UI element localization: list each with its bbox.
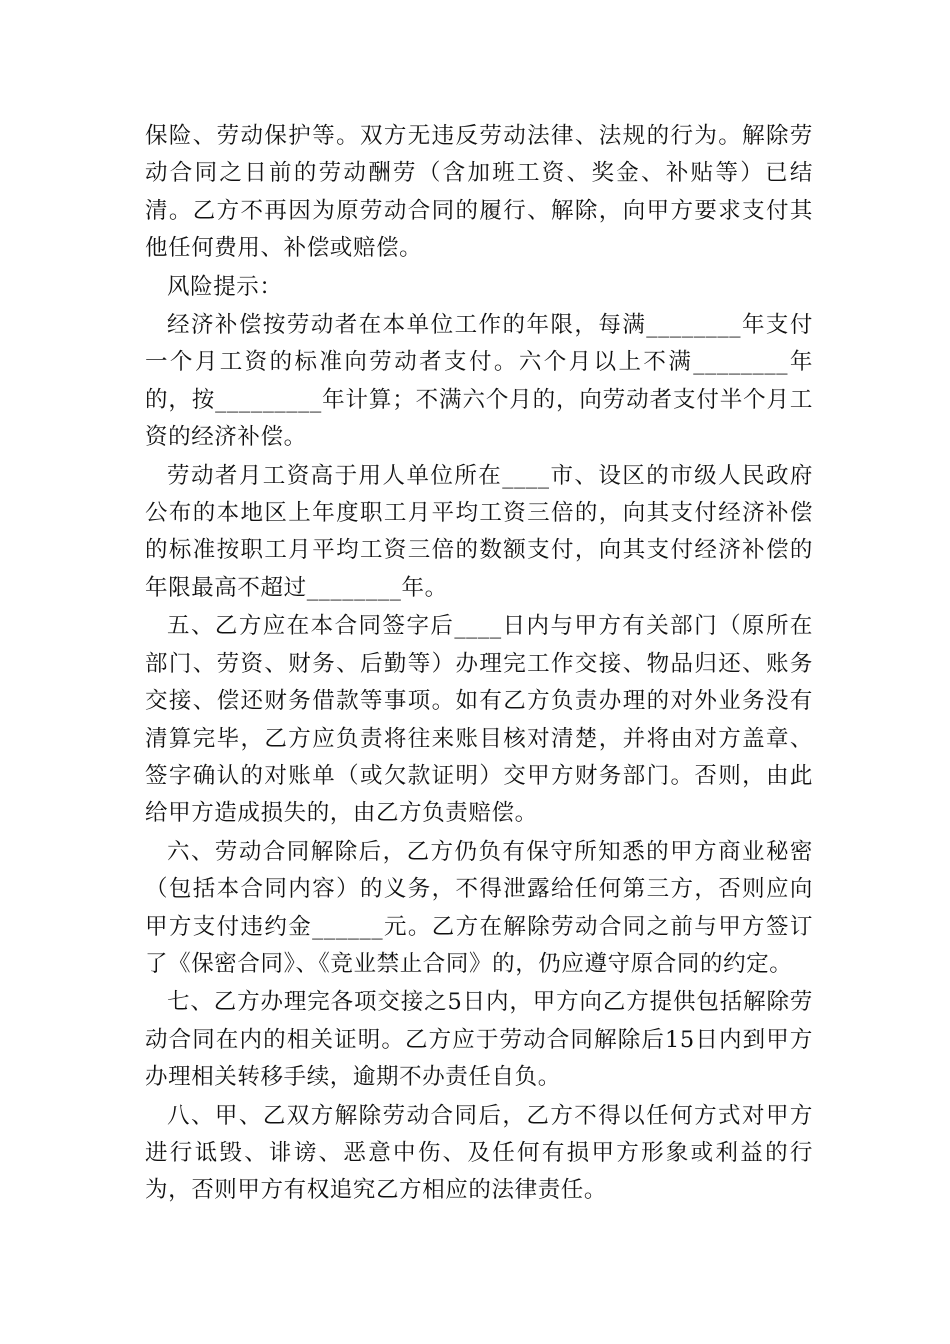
paragraph-compensation-standard: 经济补偿按劳动者在本单位工作的年限，每满________年支付一个月工资的标准向劳动者支付。六个月以上不满________年的，按_________年计算；不满六个月的，向劳动者支付半个月工资的经济补偿。 — [145, 312, 813, 451]
paragraph-high-salary-cap: 劳动者月工资高于用人单位所在____市、设区的市级人民政府公布的本地区上年度职工月平均工资三倍的，向其支付经济补偿的标准按职工月平均工资三倍的数额支付，向其支付经济补偿的年限最高不超过________年。 — [145, 462, 813, 601]
paragraph-clause-seven: 七、乙方办理完各项交接之5日内，甲方向乙方提供包括解除劳动合同在内的相关证明。乙方应于劳动合同解除后15日内到甲方办理相关转移手续，逾期不办责任自负。 — [145, 989, 813, 1091]
document-page — [145, 118, 813, 1211]
paragraph-risk-warning-label: 风险提示： — [167, 273, 283, 300]
paragraph-insurance-settlement: 保险、劳动保护等。双方无违反劳动法律、法规的行为。解除劳动合同之日前的劳动酬劳（含加班工资、奖金、补贴等）已结清。乙方不再因为原劳动合同的履行、解除，向甲方要求支付其他任何费用、补偿或赔偿。 — [145, 123, 813, 262]
paragraph-clause-five: 五、乙方应在本合同签字后____日内与甲方有关部门（原所在部门、劳资、财务、后勤等）办理完工作交接、物品归还、账务交接、偿还财务借款等事项。如有乙方负责办理的对外业务没有清算完毕，乙方应负责将往来账目核对清楚，并将由对方盖章、签字确认的对账单（或欠款证明）交甲方财务部门。否则，由此给甲方造成损失的，由乙方负责赔偿。 — [145, 613, 813, 827]
paragraph-clause-eight: 八、甲、乙双方解除劳动合同后，乙方不得以任何方式对甲方进行诋毁、诽谤、恶意中伤、及任何有损甲方形象或利益的行为，否则甲方有权追究乙方相应的法律责任。 — [145, 1102, 813, 1204]
paragraph-clause-six: 六、劳动合同解除后，乙方仍负有保守所知悉的甲方商业秘密（包括本合同内容）的义务，不得泄露给任何第三方，否则应向甲方支付违约金______元。乙方在解除劳动合同之前与甲方签订了《保密合同》、《竞业禁止合同》的，仍应遵守原合同的约定。 — [145, 838, 813, 977]
